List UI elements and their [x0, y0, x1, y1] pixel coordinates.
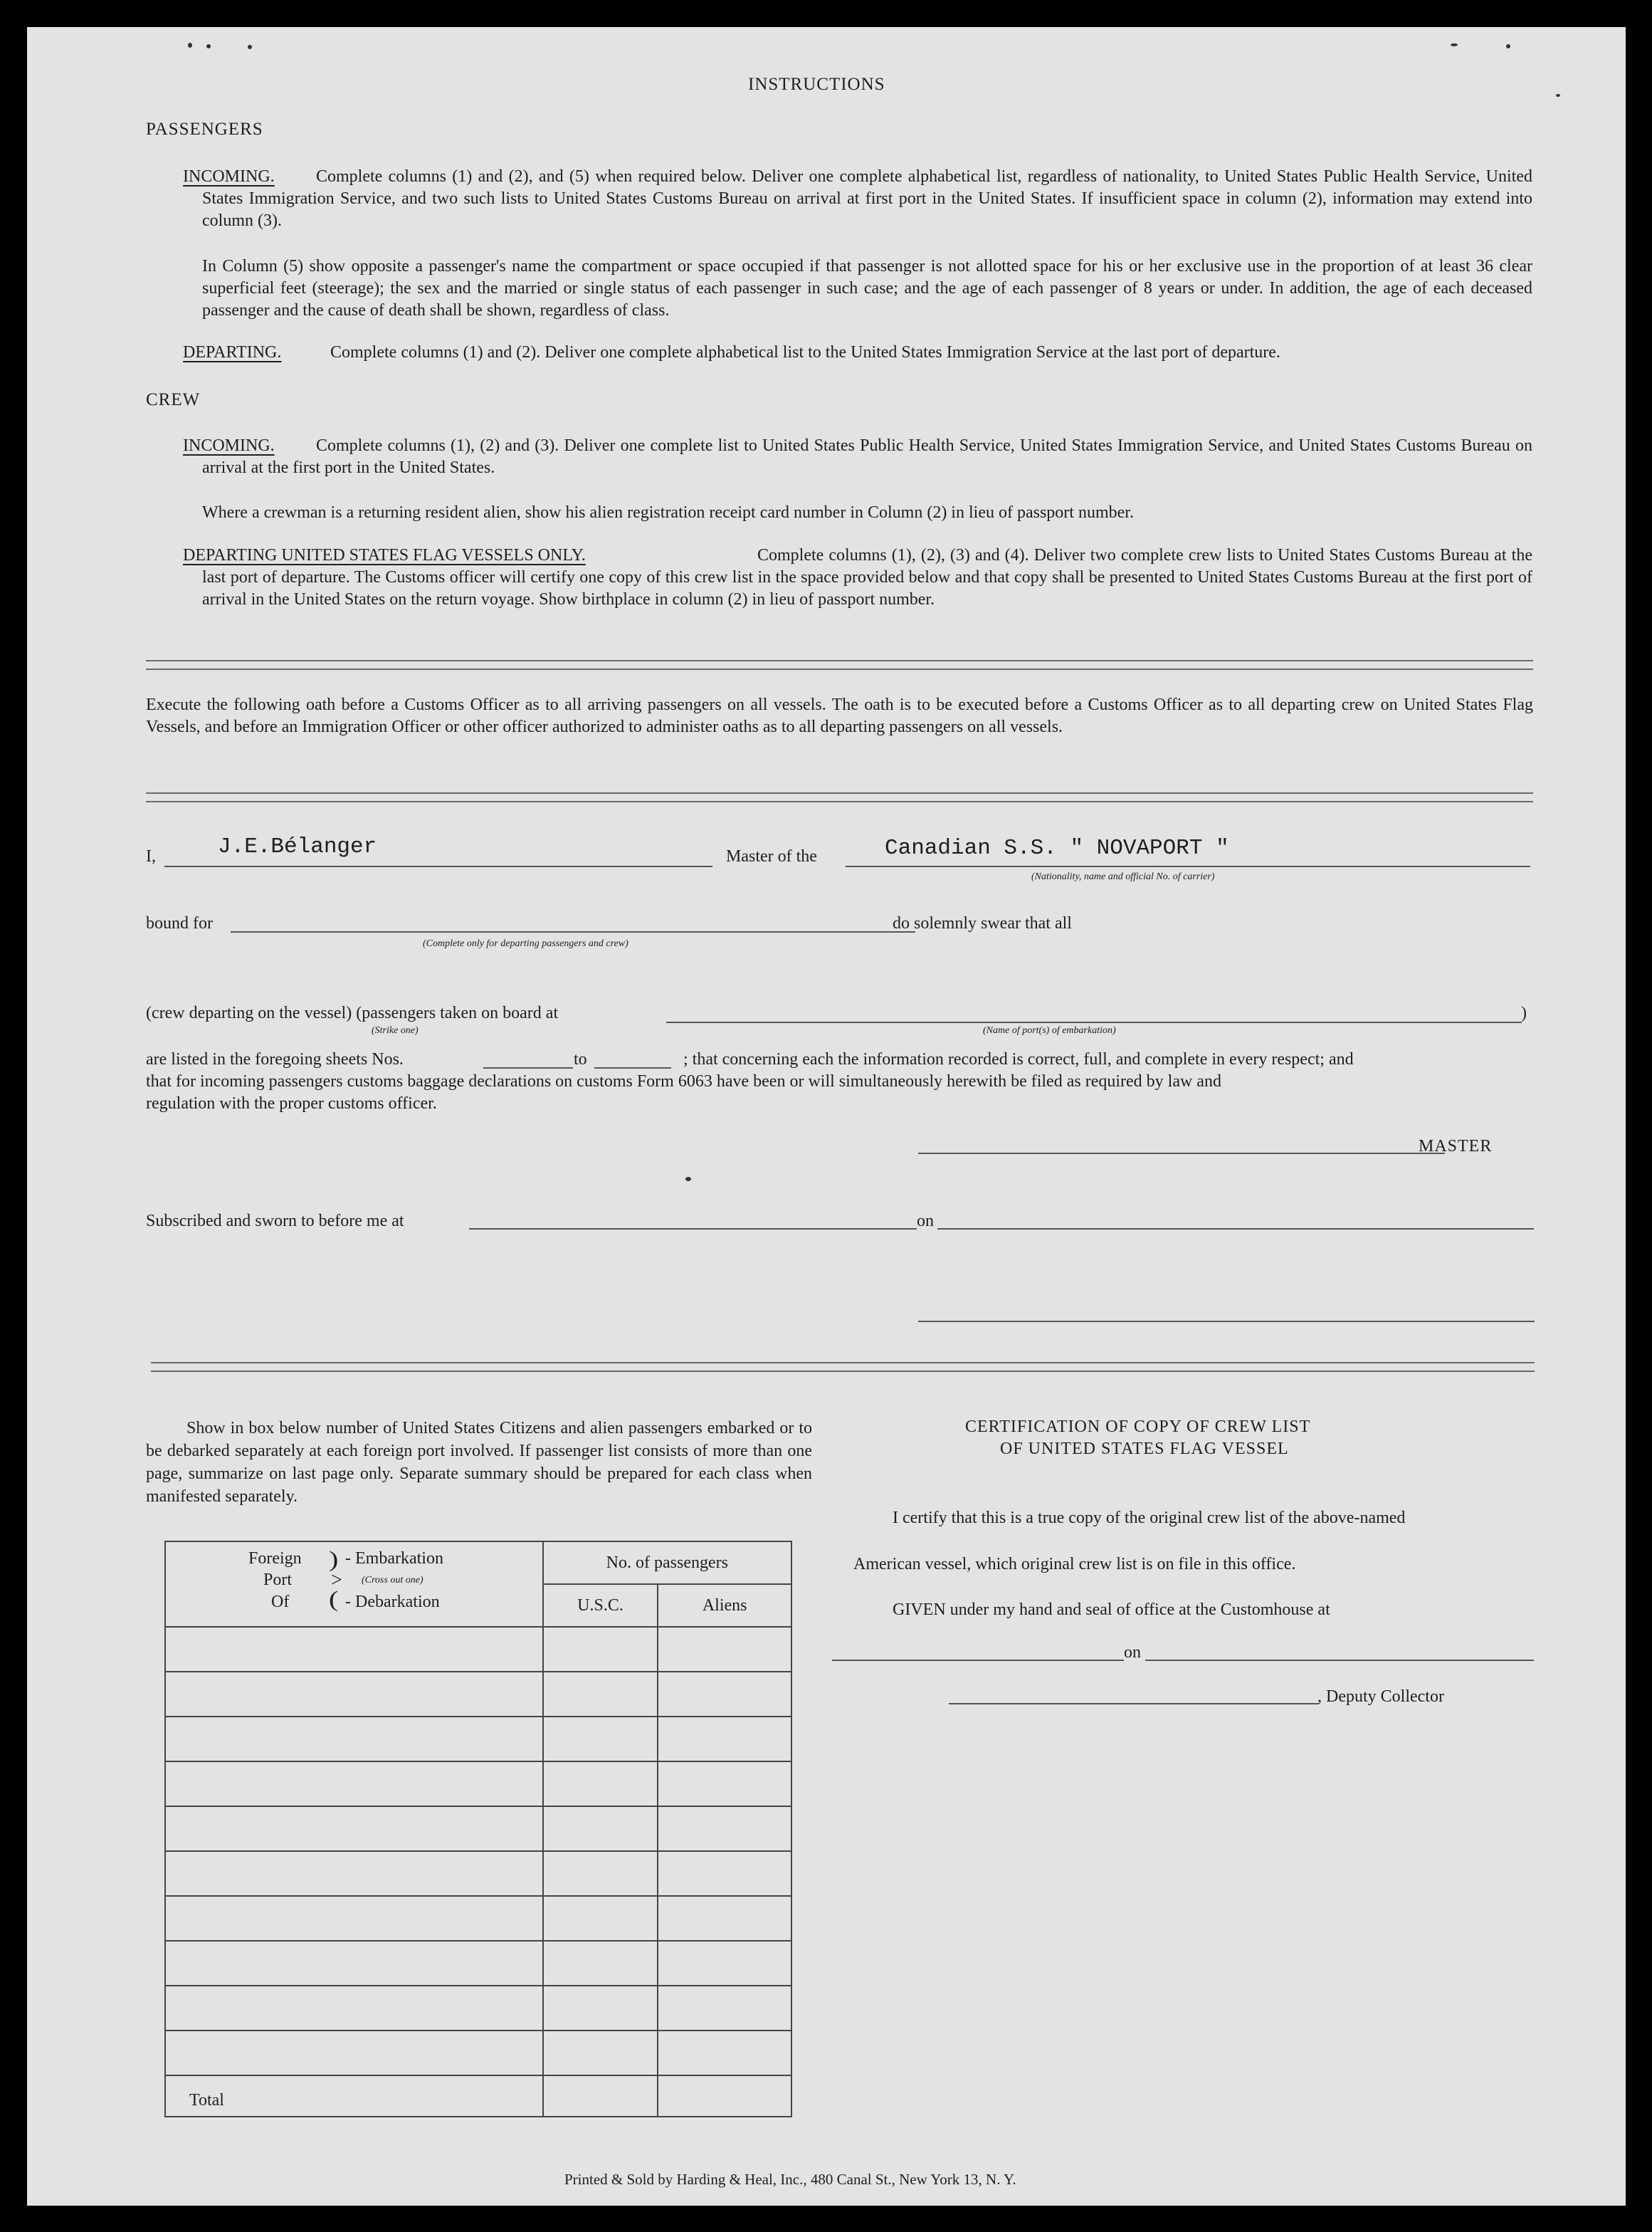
total-label: Total [165, 2075, 543, 2117]
table-row[interactable] [165, 1941, 791, 1986]
deputy-signature-line[interactable] [949, 1703, 1319, 1704]
table-row[interactable] [165, 1717, 791, 1761]
passenger-summary-table [164, 1541, 792, 2117]
printer-footer: Printed & Sold by Harding & Heal, Inc., 480 Canal St., New York 13, N. Y. [564, 2171, 1016, 2188]
usc-cell[interactable] [543, 1986, 658, 2031]
brace-icon: > [331, 1569, 342, 1591]
usc-cell[interactable] [543, 1627, 658, 1672]
bound-for-label: bound for [146, 914, 213, 933]
vessel-name-line [846, 866, 1530, 867]
usc-total-cell[interactable] [543, 2075, 658, 2117]
port-cell[interactable] [165, 2031, 543, 2075]
listed-line3: regulation with the proper customs officer. [146, 1094, 437, 1113]
port-cell[interactable] [165, 1941, 543, 1986]
aliens-cell[interactable] [658, 1761, 791, 1806]
column5-text: In Column (5) show opposite a passenger's name the compartment or space occupied if that passenger is not allotted space for his or her exclusive use in the proportion of at least 36 clear superficial feet (steerage); the sex and the married or single status of each passenger in such case; and the age of each passenger of 8 years or under. In addition, the age of each deceased passenger and the cause of death shall be shown, regardless of class. [202, 257, 1532, 320]
certification-date-line[interactable] [1145, 1660, 1534, 1661]
port-cell[interactable] [165, 1717, 543, 1761]
scan-speck [188, 43, 192, 48]
vessel-hint: (Nationality, name and official No. of carrier) [1031, 871, 1215, 882]
aliens-cell[interactable] [658, 1806, 791, 1851]
aliens-header: Aliens [658, 1584, 791, 1627]
listed-rest: ; that concerning each the information recorded is correct, full, and complete in every respect; and [683, 1050, 1354, 1069]
sheet-to-line[interactable] [594, 1067, 671, 1069]
port-cell[interactable] [165, 1896, 543, 1941]
brace-icon: ) [329, 1546, 339, 1572]
aliens-cell[interactable] [658, 1672, 791, 1717]
passengers-departing-label: DEPARTING. [183, 343, 282, 362]
table-row[interactable] [165, 1896, 791, 1941]
usc-cell[interactable] [543, 1851, 658, 1896]
aliens-cell[interactable] [658, 1896, 791, 1941]
oath-i-label: I, [146, 847, 156, 866]
subscribed-label: Subscribed and sworn to before me at [146, 1212, 404, 1230]
crew-departing-clause: (crew departing on the vessel) (passengers taken on board at [146, 1004, 559, 1022]
port-cell[interactable] [165, 1761, 543, 1806]
ports-line[interactable] [666, 1022, 1522, 1023]
subscribed-place-line[interactable] [469, 1228, 917, 1230]
port-cell[interactable] [165, 1806, 543, 1851]
usc-header: U.S.C. [543, 1584, 658, 1627]
crew-heading: CREW [146, 390, 201, 409]
usc-cell[interactable] [543, 1717, 658, 1761]
bound-for-line[interactable] [231, 931, 915, 933]
usc-cell[interactable] [543, 1896, 658, 1941]
aliens-cell[interactable] [658, 1851, 791, 1896]
port-cell[interactable] [165, 1627, 543, 1672]
header-foreign: Foreign [248, 1549, 302, 1568]
table-row[interactable] [165, 1851, 791, 1896]
table-row[interactable] [165, 1806, 791, 1851]
vessel-name-value[interactable]: Canadian S.S. " NOVAPORT " [885, 836, 1229, 861]
table-row[interactable] [165, 1672, 791, 1717]
passengers-heading: PASSENGERS [146, 120, 263, 139]
officer-signature-line[interactable] [918, 1321, 1535, 1322]
passengers-departing-text: Complete columns (1) and (2). Deliver one complete alphabetical list to the United States Immigration Service at the last port of departure. [330, 343, 1280, 362]
table-row[interactable] [165, 1627, 791, 1672]
aliens-cell[interactable] [658, 1717, 791, 1761]
usc-cell[interactable] [543, 1761, 658, 1806]
table-row[interactable] [165, 2031, 791, 2075]
scan-speck [1451, 43, 1458, 46]
usc-cell[interactable] [543, 1672, 658, 1717]
to-label: to [574, 1050, 587, 1069]
total-row[interactable] [165, 2075, 791, 2117]
table-row[interactable] [165, 1761, 791, 1806]
crew-incoming-text: Complete columns (1), (2) and (3). Deliver one complete list to United States Public Health Service, United States Immigration Service, and United States Customs Bureau on arrival at the first port in the United States. [202, 436, 1532, 477]
certification-title-line2: OF UNITED STATES FLAG VESSEL [1000, 1440, 1289, 1458]
ports-hint: (Name of port(s) of embarkation) [983, 1025, 1116, 1036]
listed-line2: that for incoming passengers customs baggage declarations on customs Form 6063 have been or will simultaneously herewith be filed as required by law and [146, 1072, 1221, 1091]
certification-line1: I certify that this is a true copy of the original crew list of the above-named [893, 1509, 1406, 1527]
deputy-collector-label: , Deputy Collector [1317, 1687, 1444, 1706]
usc-cell[interactable] [543, 1941, 658, 1986]
listed-prefix: are listed in the foregoing sheets Nos. [146, 1050, 404, 1069]
passengers-incoming-label: INCOMING. [183, 167, 275, 186]
port-header-cell [165, 1541, 543, 1627]
aliens-total-cell[interactable] [658, 2075, 791, 2117]
no-passengers-header: No. of passengers [543, 1541, 791, 1584]
usc-cell[interactable] [543, 2031, 658, 2075]
certification-line3: GIVEN under my hand and seal of office at the Customhouse at [893, 1600, 1330, 1619]
certification-line2: American vessel, which original crew list is on file in this office. [853, 1555, 1296, 1573]
usc-cell[interactable] [543, 1806, 658, 1851]
crew-departing-label: DEPARTING UNITED STATES FLAG VESSELS ONLY. [183, 546, 586, 565]
customhouse-line[interactable] [832, 1660, 1124, 1661]
subscribed-date-line[interactable] [937, 1228, 1534, 1230]
brace-icon: ( [329, 1586, 339, 1612]
debarkation-label: - Debarkation [345, 1593, 440, 1611]
header-of: Of [271, 1593, 290, 1611]
aliens-cell[interactable] [658, 1627, 791, 1672]
table-row[interactable] [165, 1986, 791, 2031]
scan-speck [1556, 94, 1560, 97]
scan-speck [1506, 44, 1510, 48]
scan-speck [248, 45, 252, 49]
passengers-incoming-text: Complete columns (1) and (2), and (5) when required below. Deliver one complete alphabetical list, regardless of nationality, to United States Public Health Service, United States Immigration Service, and two such lists to United States Customs Bureau on arrival at first port in the United States. If insufficient space in column (2), information may extend into column (3). [202, 167, 1532, 230]
section-divider [151, 1362, 1535, 1372]
master-name-value[interactable]: J.E.Bélanger [218, 834, 377, 859]
master-signature-line[interactable] [918, 1153, 1445, 1154]
aliens-cell[interactable] [658, 1941, 791, 1986]
strike-hint: (Strike one) [372, 1025, 419, 1036]
port-cell[interactable] [165, 1672, 543, 1717]
crewman-text: Where a crewman is a returning resident alien, show his alien registration receipt card number in Column (2) in lieu of passport number. [202, 503, 1134, 522]
bound-for-hint: (Complete only for departing passengers and crew) [423, 938, 628, 949]
master-name-line [164, 866, 712, 867]
scan-speck [685, 1177, 691, 1181]
oath-intro-text: Execute the following oath before a Customs Officer as to all arriving passengers on all vessels. The oath is to be executed before a Customs Officer as to all departing crew on United States Flag Vessels, and before an Immigration Officer or other officer authorized to administer oaths as to all departing passengers on all vessels. [146, 696, 1533, 736]
close-paren: ) [1521, 1004, 1527, 1022]
cross-out-hint: (Cross out one) [362, 1575, 423, 1586]
master-of-label: Master of the [726, 847, 817, 866]
page-title: INSTRUCTIONS [748, 75, 885, 94]
swear-label: do solemnly swear that all [893, 914, 1072, 933]
header-port: Port [263, 1571, 293, 1589]
crew-departing-text: Complete columns (1), (2), (3) and (4). Deliver two complete crew lists to United States Customs Bureau at the last port of departure. The Customs officer will certify one copy of this crew list in the space provided below and that copy shall be presented to United States Customs Bureau at the first port of arrival in the United States on the return voyage. Show birthplace in column (2) in lieu of passport number. [202, 546, 1532, 609]
port-cell[interactable] [165, 1986, 543, 2031]
section-divider [146, 660, 1533, 670]
section-divider [146, 792, 1533, 802]
scan-speck [206, 44, 211, 48]
sheet-from-line[interactable] [483, 1067, 573, 1069]
on-label: on [917, 1212, 934, 1230]
certification-on-label: on [1124, 1643, 1141, 1662]
table-header-row [165, 1541, 791, 1584]
aliens-cell[interactable] [658, 1986, 791, 2031]
crew-incoming-label: INCOMING. [183, 436, 275, 455]
aliens-cell[interactable] [658, 2031, 791, 2075]
summary-intro: Show in box below number of United States Citizens and alien passengers embarked or to be debarked separately at each foreign port involved. If passenger list consists of more than one page, summarize on last page only. Separate summary should be prepared for each class when manifested separately. [146, 1419, 812, 1506]
form-page [27, 27, 1626, 2206]
master-label: MASTER [1419, 1137, 1493, 1156]
embarkation-label: - Embarkation [345, 1549, 443, 1568]
certification-title-line1: CERTIFICATION OF COPY OF CREW LIST [965, 1418, 1311, 1436]
port-cell[interactable] [165, 1851, 543, 1896]
